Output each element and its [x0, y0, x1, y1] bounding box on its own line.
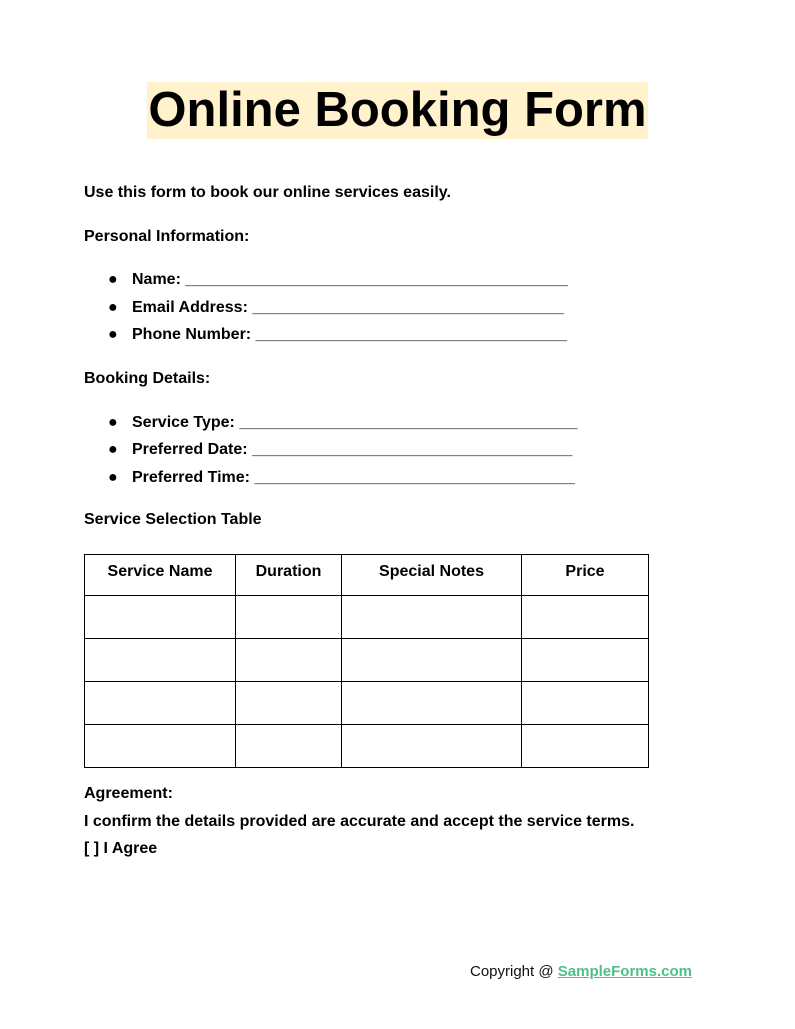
table-cell[interactable] — [236, 596, 342, 639]
field-label: Service Type: — [132, 414, 235, 431]
field-label: Phone Number: — [132, 326, 252, 343]
copyright-text: Copyright @ — [470, 963, 558, 980]
bullet-icon: ● — [108, 299, 118, 316]
phone-field[interactable] — [108, 326, 567, 344]
agreement-statement: I confirm the details provided are accurate and accept the service terms. — [84, 813, 635, 830]
table-cell[interactable] — [85, 596, 236, 639]
table-cell[interactable] — [236, 682, 342, 725]
table-cell[interactable] — [522, 639, 649, 682]
preferred-time-field[interactable] — [108, 469, 575, 487]
field-blank[interactable]: ____________________________________ — [254, 469, 575, 486]
table-cell[interactable] — [342, 596, 522, 639]
bullet-icon: ● — [108, 271, 118, 288]
field-label: Name: — [132, 271, 181, 288]
table-cell[interactable] — [85, 725, 236, 768]
footer-copyright — [470, 963, 692, 980]
name-field[interactable] — [108, 271, 568, 289]
table-cell[interactable] — [85, 639, 236, 682]
table-row — [85, 682, 649, 725]
bullet-icon: ● — [108, 469, 118, 486]
field-blank[interactable]: ___________________________________ — [252, 299, 564, 316]
table-cell[interactable] — [342, 725, 522, 768]
email-field[interactable] — [108, 299, 564, 317]
service-selection-table — [84, 554, 649, 768]
service-type-field[interactable] — [108, 414, 577, 432]
table-row — [85, 639, 649, 682]
title-container — [0, 82, 795, 139]
table-cell[interactable] — [522, 596, 649, 639]
table-cell[interactable] — [85, 682, 236, 725]
field-label: Email Address: — [132, 299, 248, 316]
agree-checkbox[interactable]: [ ] I Agree — [84, 840, 158, 857]
table-row — [85, 596, 649, 639]
service-table-heading: Service Selection Table — [84, 511, 262, 528]
table-cell[interactable] — [342, 639, 522, 682]
sampleforms-link[interactable]: SampleForms.com — [557, 963, 692, 980]
table-row — [85, 725, 649, 768]
agreement-heading: Agreement: — [84, 785, 173, 802]
table-header-row — [85, 555, 649, 596]
page-title: Online Booking Form — [148, 83, 647, 137]
field-blank[interactable]: ___________________________________________ — [185, 271, 568, 288]
field-blank[interactable]: ___________________________________ — [255, 326, 568, 343]
bullet-icon: ● — [108, 326, 118, 343]
column-header-special-notes: Special Notes — [342, 555, 522, 596]
column-header-duration: Duration — [236, 555, 342, 596]
field-label: Preferred Date: — [132, 441, 248, 458]
bullet-icon: ● — [108, 414, 118, 431]
bullet-icon: ● — [108, 441, 118, 458]
field-blank[interactable]: ____________________________________ — [252, 441, 573, 458]
column-header-service-name: Service Name — [85, 555, 236, 596]
preferred-date-field[interactable] — [108, 441, 572, 459]
personal-info-heading: Personal Information: — [84, 228, 250, 245]
table-cell[interactable] — [342, 682, 522, 725]
table-cell[interactable] — [236, 639, 342, 682]
booking-details-heading: Booking Details: — [84, 370, 211, 387]
table-cell[interactable] — [236, 725, 342, 768]
column-header-price: Price — [522, 555, 649, 596]
field-blank[interactable]: ______________________________________ — [239, 414, 578, 431]
table-cell[interactable] — [522, 682, 649, 725]
field-label: Preferred Time: — [132, 469, 250, 486]
table-cell[interactable] — [522, 725, 649, 768]
intro-text: Use this form to book our online services easily. — [84, 184, 451, 201]
